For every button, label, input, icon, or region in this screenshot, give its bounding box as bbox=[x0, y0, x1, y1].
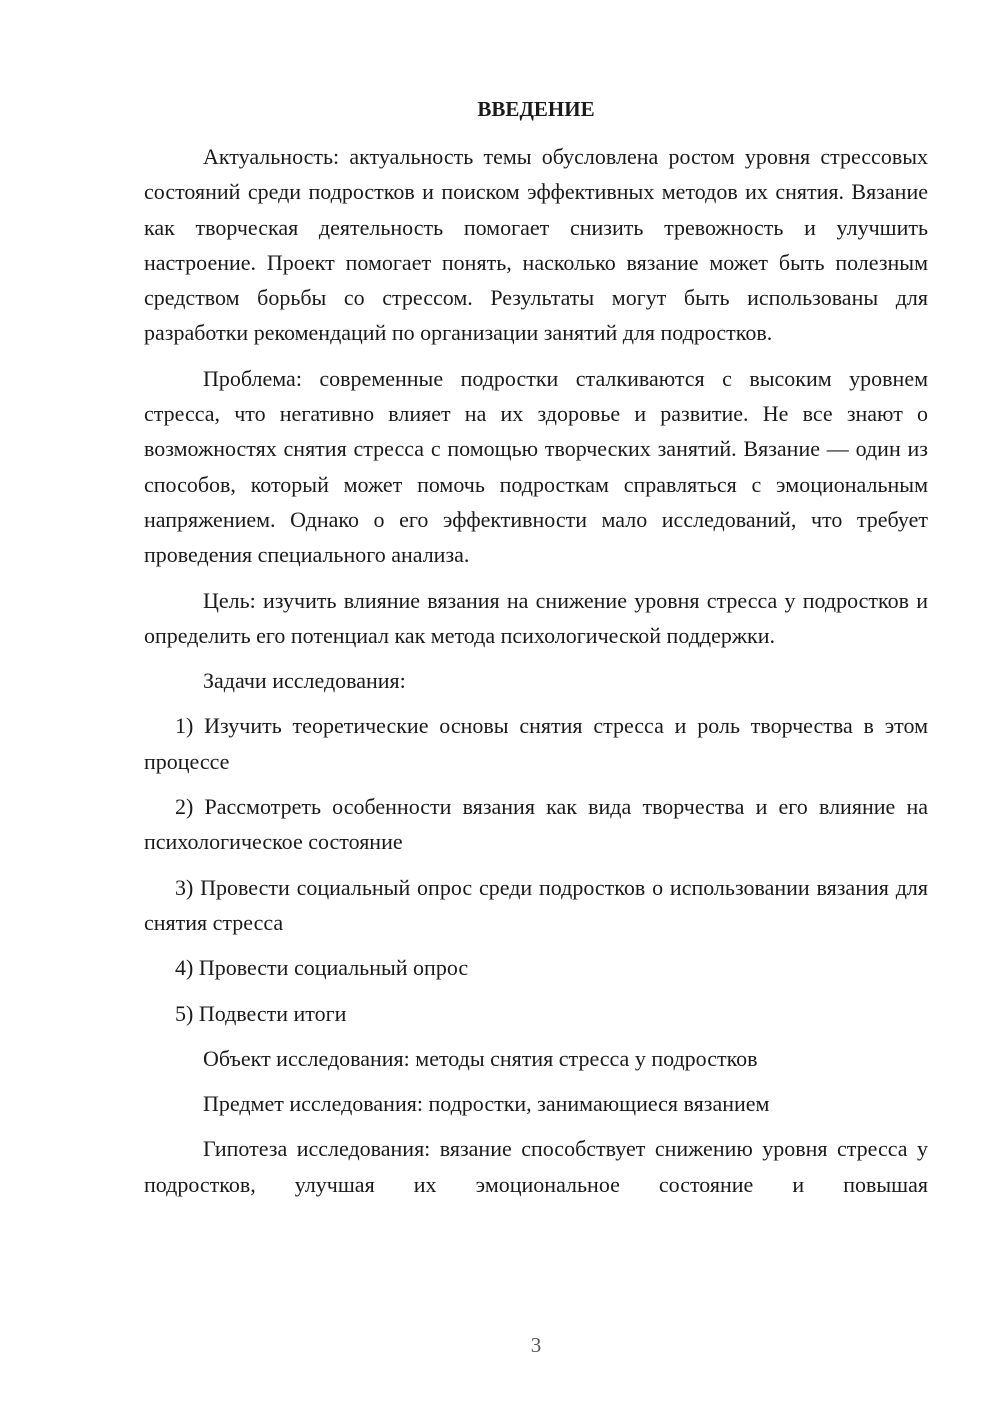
subject-paragraph: Предмет исследования: подростки, занимающиеся вязанием bbox=[203, 1091, 770, 1117]
task-item-4: 4) Провести социальный опрос bbox=[175, 955, 469, 981]
problem-paragraph: Проблема: современные подростки сталкиваются с высоким уровнем стресса, что негативно влияет на их здоровье и развитие. Не все знают о возможностях снятия стресса с помощью творческих занятий. Вязание — один из способов, который может помочь подросткам справляться с эмоциональным напряжением. Однако о его эффективности мало исследований, что требует проведения специального анализа. bbox=[144, 365, 928, 568]
task-item-1: 1) Изучить теоретические основы снятия стресса и роль творчества в этом процессе bbox=[144, 713, 928, 774]
hypothesis-paragraph: Гипотеза исследования: вязание способствует снижению уровня стресса у подростков, улучшая их эмоциональное состояние и повышая bbox=[144, 1136, 928, 1197]
document-page bbox=[144, 92, 928, 1202]
page-title: ВВЕДЕНИЕ bbox=[477, 97, 595, 121]
goal-paragraph: Цель: изучить влияние вязания на снижение уровня стресса у подростков и определить его потенциал как метода психологической поддержки. bbox=[144, 587, 928, 648]
page-number: 3 bbox=[530, 1333, 542, 1357]
tasks-heading: Задачи исследования: bbox=[203, 668, 406, 694]
object-paragraph: Объект исследования: методы снятия стресса у подростков bbox=[203, 1045, 758, 1071]
task-item-2: 2) Рассмотреть особенности вязания как вида творчества и его влияние на психологическое состояние bbox=[144, 794, 928, 855]
task-item-3: 3) Провести социальный опрос среди подростков о использовании вязания для снятия стресса bbox=[144, 874, 928, 935]
task-item-5: 5) Подвести итоги bbox=[175, 1000, 347, 1026]
relevance-paragraph: Актуальность: актуальность темы обусловлена ростом уровня стрессовых состояний среди подростков и поиском эффективных методов их снятия. Вязание как творческая деятельность помогает снизить тревожность и улучшить настроение. Проект помогает понять, насколько вязание может быть полезным средством борьбы со стрессом. Результаты могут быть использованы для разработки рекомендаций по организации занятий для подростков. bbox=[144, 144, 928, 346]
